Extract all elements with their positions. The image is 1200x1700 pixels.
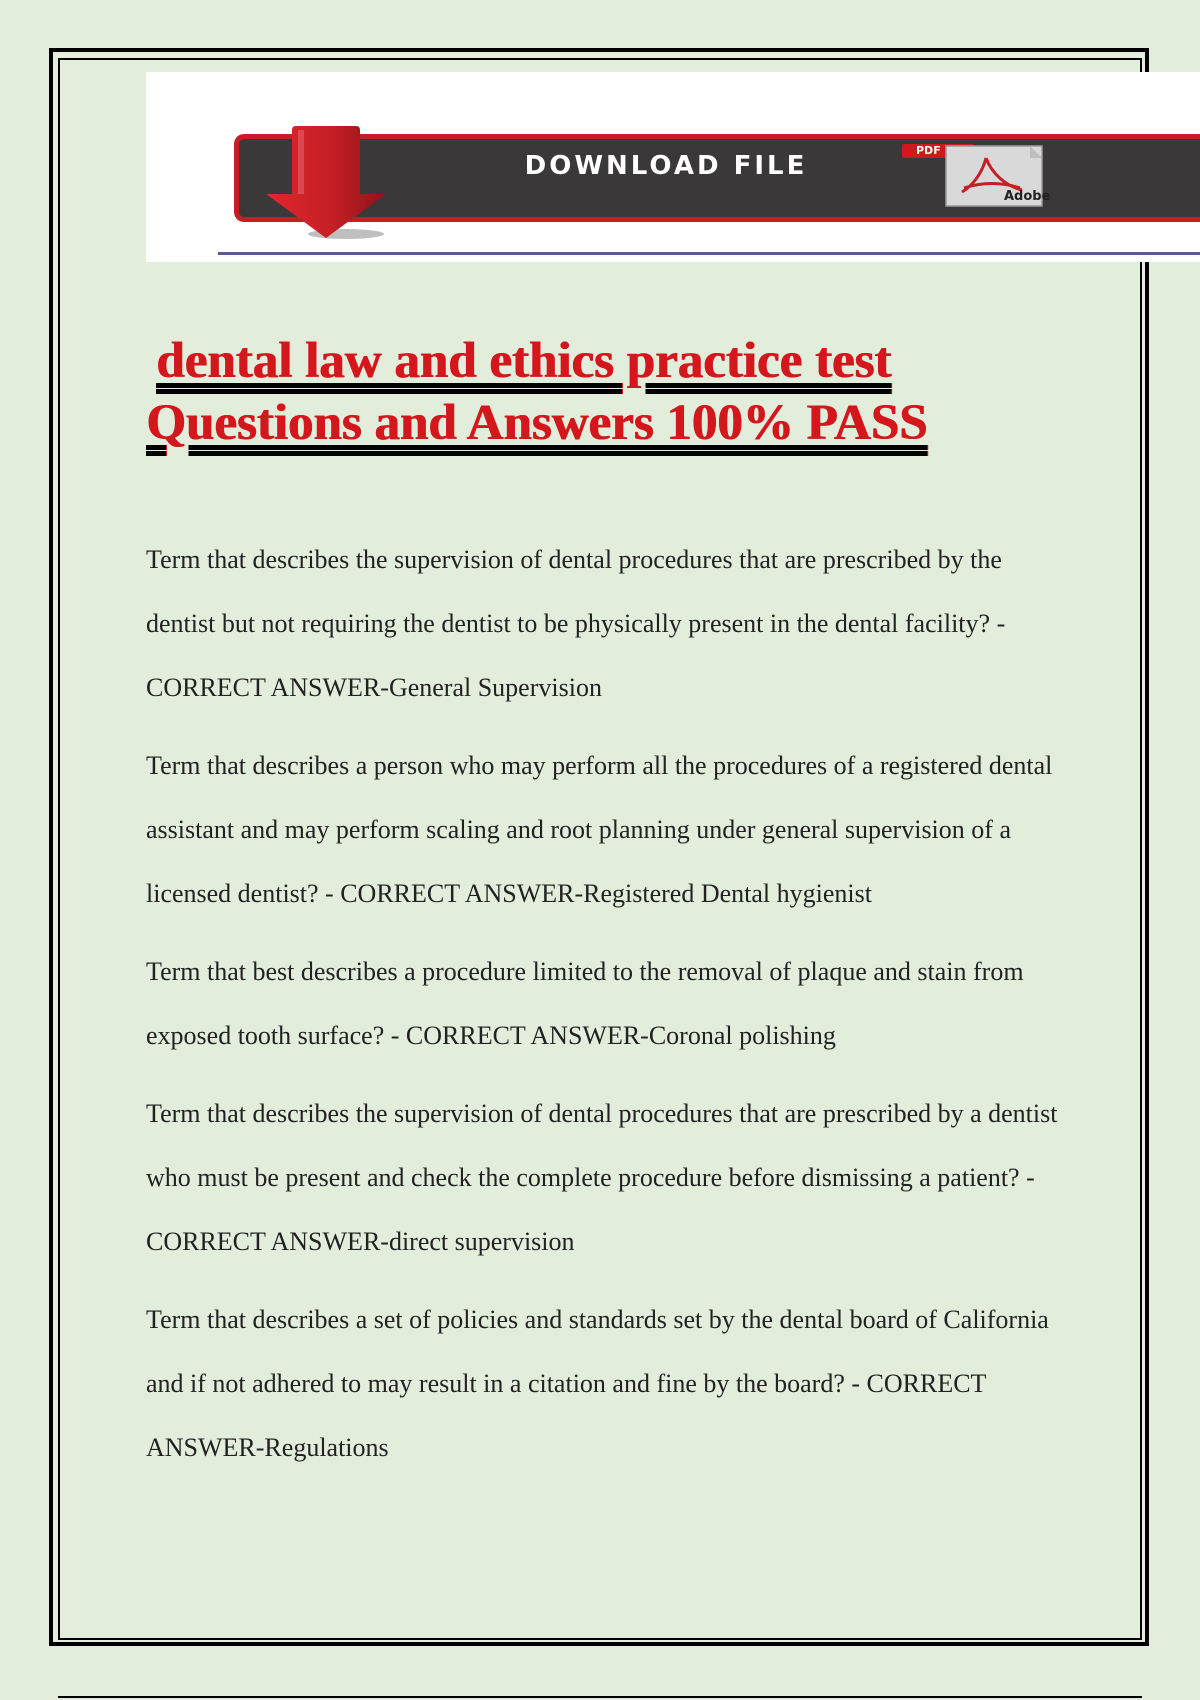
- bottom-rule: [58, 1696, 1142, 1698]
- qa-item: Term that describes the supervision of dental procedures that are prescribed by the dentist but not requiring the dentist to be physically present in the dental facility? - CORRECT ANSWER-General Supervision: [146, 545, 1006, 702]
- adobe-label: Adobe: [1004, 189, 1051, 204]
- qa-item: Term that describes a person who may perform all the procedures of a registered dental assistant and may perform scaling and root planning under general supervision of a licensed dentist? - CORRECT ANSWER-Registered Dental hygienist: [146, 751, 1053, 908]
- qa-item: Term that best describes a procedure limited to the removal of plaque and stain from exposed tooth surface? - CORRECT ANSWER-Coronal polishing: [146, 957, 1024, 1050]
- page-title: [146, 330, 1076, 454]
- download-arrow-icon: [258, 124, 388, 242]
- pdf-label: PDF: [916, 144, 941, 157]
- banner-underline: [218, 252, 1200, 255]
- download-file-label: DOWNLOAD FILE: [524, 151, 808, 181]
- qa-item: Term that describes a set of policies and standards set by the dental board of California and if not adhered to may result in a citation and fine by the board? - CORRECT ANSWER-Regulations: [146, 1305, 1049, 1462]
- qa-item: Term that describes the supervision of dental procedures that are prescribed by a dentist who must be present and check the complete procedure before dismissing a patient? - CORRECT ANSWER-direct supervision: [146, 1099, 1058, 1256]
- qa-list: [146, 528, 1066, 1494]
- title-line-2: Questions and Answers 100% PASS: [146, 395, 928, 451]
- download-banner[interactable]: [146, 72, 1200, 262]
- title-line-1: dental law and ethics practice test: [156, 333, 892, 389]
